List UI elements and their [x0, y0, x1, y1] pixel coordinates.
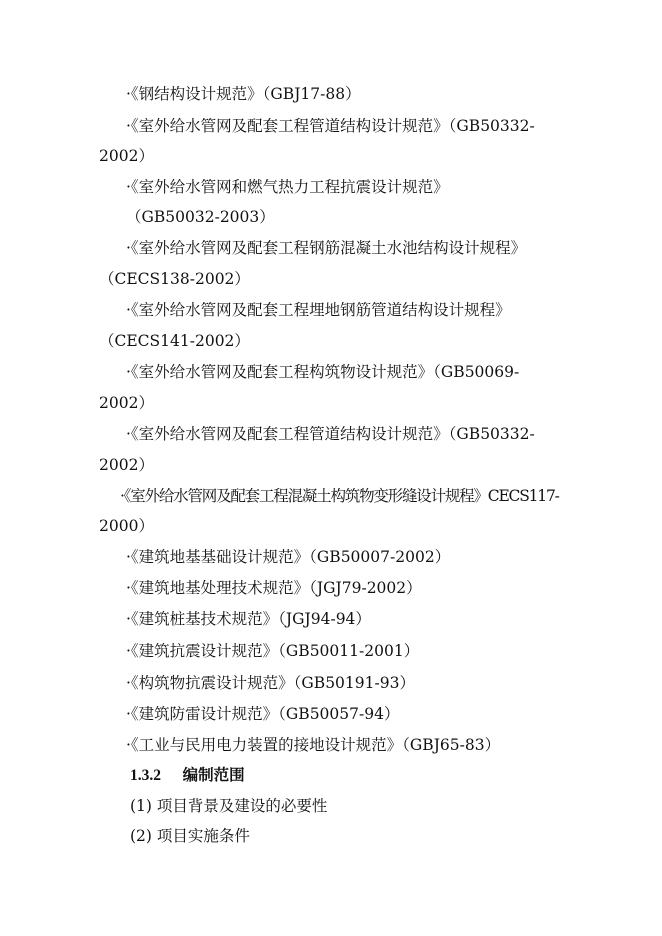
standard-item: ·《钢结构设计规范》（GBJ17-88）	[126, 85, 361, 103]
standard-item-continuation: （GB50032-2003）	[126, 208, 275, 226]
standard-item: ·《室外给水管网及配套工程埋地钢筋管道结构设计规程》	[126, 301, 511, 319]
list-item: (1) 项目背景及建设的必要性	[130, 797, 328, 815]
standard-item: ·《室外给水管网和燃气热力工程抗震设计规范》	[126, 178, 449, 196]
standard-item: ·《室外给水管网及配套工程混凝土构筑物变形缝设计规程》CECS117-	[120, 487, 559, 505]
standard-item-continuation: （CECS141-2002）	[99, 332, 250, 350]
standard-item: ·《室外给水管网及配套工程构筑物设计规范》（GB50069-	[126, 363, 520, 381]
standard-item-continuation: 2000）	[99, 517, 154, 535]
section-heading	[130, 765, 245, 786]
standard-item: ·《建筑地基处理技术规范》（JGJ79-2002）	[126, 579, 422, 597]
standard-item: ·《构筑物抗震设计规范》（GB50191-93）	[126, 674, 415, 692]
list-item: (2) 项目实施条件	[130, 827, 250, 845]
standard-item: ·《室外给水管网及配套工程管道结构设计规范》（GB50332-	[126, 117, 535, 135]
standard-item: ·《建筑抗震设计规范》（GB50011-2001）	[126, 642, 420, 660]
section-title: 编制范围	[182, 765, 245, 784]
standard-item-continuation: 2002）	[99, 456, 154, 474]
standard-item: ·《室外给水管网及配套工程管道结构设计规范》（GB50332-	[126, 425, 535, 443]
standard-item: ·《建筑地基基础设计规范》（GB50007-2002）	[126, 548, 451, 566]
section-number: 1.3.2	[130, 767, 161, 784]
standard-item: ·《建筑防雷设计规范》（GB50057-94）	[126, 705, 400, 723]
standard-item: ·《建筑桩基技术规范》（JGJ94-94）	[126, 610, 371, 628]
standard-item: ·《室外给水管网及配套工程钢筋混凝土水池结构设计规程》	[126, 239, 527, 257]
standard-item-continuation: （CECS138-2002）	[99, 270, 250, 288]
standard-item-continuation: 2002）	[99, 147, 154, 165]
standard-item: ·《工业与民用电力装置的接地设计规范》（GBJ65-83）	[126, 736, 501, 754]
standard-item-continuation: 2002）	[99, 394, 154, 412]
